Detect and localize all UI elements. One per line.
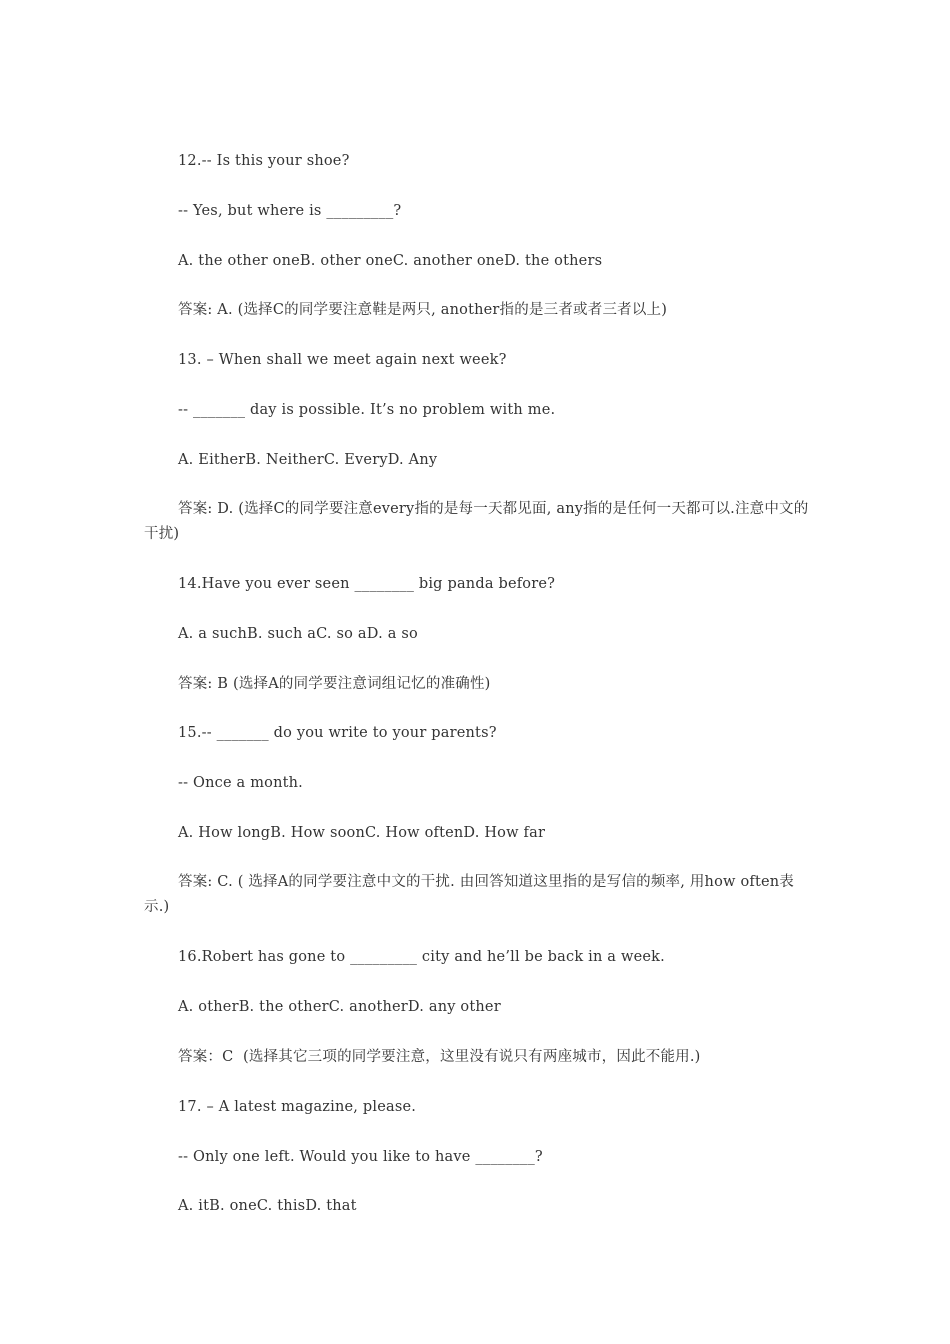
- question-16-options: A. otherB. the otherC. anotherD. any other: [178, 999, 501, 1015]
- question-17-options: A. itB. oneC. thisD. that: [178, 1198, 357, 1214]
- question-15-answer: 答案: C. ( 选择A的同学要注意中文的干扰. 由回答知道这里指的是写信的频率, 用how often表示.): [144, 874, 794, 915]
- question-17-prompt: 17. – A latest magazine, please.: [178, 1099, 417, 1115]
- question-13-options: A. EitherB. NeitherC. EveryD. Any: [178, 452, 438, 468]
- question-13-prompt: 13. – When shall we meet again next week?: [178, 352, 507, 368]
- question-13-answer: 答案: D. (选择C的同学要注意every指的是每一天都见面, any指的是任何一天都可以.注意中文的干扰): [144, 501, 809, 542]
- question-14-prompt: 14.Have you ever seen ________ big panda before?: [178, 576, 556, 592]
- question-14-answer: 答案: B (选择A的同学要注意词组记忆的准确性): [178, 676, 491, 692]
- question-15-options: A. How longB. How soonC. How oftenD. How far: [178, 825, 546, 841]
- question-16-answer: 答案：C (选择其它三项的同学要注意，这里没有说只有两座城市，因此不能用.): [178, 1049, 701, 1065]
- question-12-answer: 答案: A. (选择C的同学要注意鞋是两只, another指的是三者或者三者以上): [178, 302, 668, 318]
- question-12-prompt: 12.-- Is this your shoe?: [178, 153, 350, 169]
- question-13-reply: -- _______ day is possible. It’s no problem with me.: [178, 402, 556, 418]
- question-12-reply: -- Yes, but where is _________?: [178, 203, 402, 219]
- question-14-options: A. a suchB. such aC. so aD. a so: [178, 626, 418, 642]
- question-16-prompt: 16.Robert has gone to _________ city and he’ll be back in a week.: [178, 949, 665, 965]
- question-15-reply: -- Once a month.: [178, 775, 303, 791]
- question-17-reply: -- Only one left. Would you like to have ________?: [178, 1149, 543, 1165]
- question-15-prompt: 15.-- _______ do you write to your parents?: [178, 725, 497, 741]
- question-12-options: A. the other oneB. other oneC. another oneD. the others: [178, 253, 603, 269]
